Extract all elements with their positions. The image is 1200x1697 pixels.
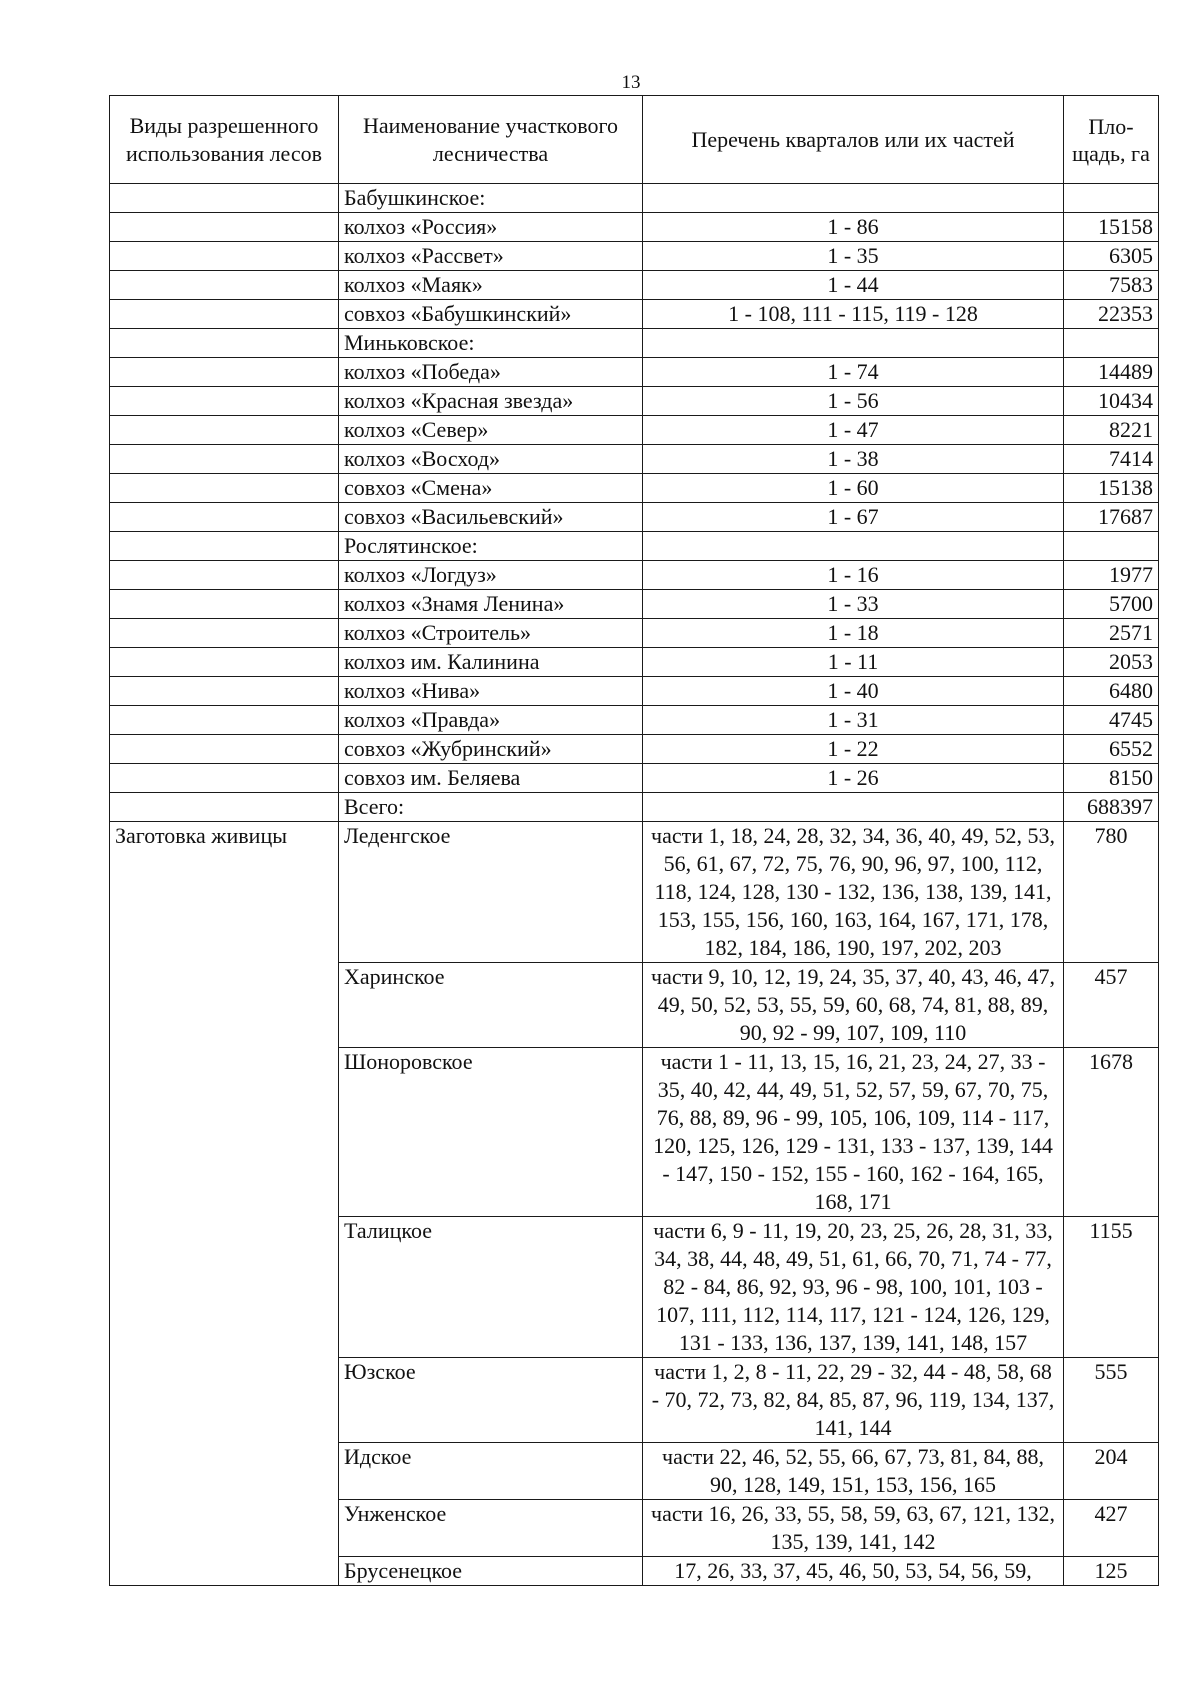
forestry-name-cell: Юзское [339, 1358, 643, 1443]
forestry-name-cell: Рослятинское: [339, 532, 643, 561]
forestry-name-cell: колхоз «Нива» [339, 677, 643, 706]
area-cell: 8221 [1064, 416, 1159, 445]
quarters-cell: 1 - 33 [643, 590, 1064, 619]
kind-cell-empty [110, 793, 339, 822]
table-row [110, 300, 1159, 329]
kind-cell-empty [110, 213, 339, 242]
kind-cell-empty [110, 271, 339, 300]
forest-use-table [109, 95, 1159, 1586]
quarters-cell: 1 - 11 [643, 648, 1064, 677]
resin-rows [110, 822, 1159, 1586]
area-cell: 7583 [1064, 271, 1159, 300]
table-row [110, 648, 1159, 677]
table-row [110, 822, 1159, 963]
forestry-name-cell: колхоз «Победа» [339, 358, 643, 387]
kind-cell-empty [110, 300, 339, 329]
table-row [110, 271, 1159, 300]
quarters-cell: 1 - 18 [643, 619, 1064, 648]
forestry-name-cell: колхоз «Логдуз» [339, 561, 643, 590]
table-row [110, 416, 1159, 445]
area-cell [1064, 532, 1159, 561]
area-cell: 10434 [1064, 387, 1159, 416]
kind-cell-empty [110, 474, 339, 503]
quarters-cell: 1 - 22 [643, 735, 1064, 764]
quarters-cell: 1 - 44 [643, 271, 1064, 300]
forestry-name-cell: колхоз «Строитель» [339, 619, 643, 648]
forestry-name-cell: Брусенецкое [339, 1557, 643, 1586]
forestry-name-cell: Всего: [339, 793, 643, 822]
forestry-name-cell: совхоз «Бабушкинский» [339, 300, 643, 329]
kind-cell-empty [110, 358, 339, 387]
forestry-name-cell: Бабушкинское: [339, 184, 643, 213]
quarters-cell: 1 - 40 [643, 677, 1064, 706]
area-cell: 2571 [1064, 619, 1159, 648]
kind-cell-empty [110, 416, 339, 445]
table-row [110, 358, 1159, 387]
quarters-cell: 1 - 67 [643, 503, 1064, 532]
forestry-name-cell: Леденгское [339, 822, 643, 963]
quarters-cell: 1 - 74 [643, 358, 1064, 387]
table-row [110, 474, 1159, 503]
forestry-name-cell: колхоз «Восход» [339, 445, 643, 474]
quarters-cell: части 16, 26, 33, 55, 58, 59, 63, 67, 121, 132, 135, 139, 141, 142 [643, 1500, 1064, 1557]
quarters-cell: части 9, 10, 12, 19, 24, 35, 37, 40, 43, 46, 47, 49, 50, 52, 53, 55, 59, 60, 68, 74, 81, 88, 89, 90, 92 - 99, 107, 109, 110 [643, 963, 1064, 1048]
kind-cell-empty [110, 242, 339, 271]
quarters-cell: 1 - 56 [643, 387, 1064, 416]
table-row [110, 329, 1159, 358]
forestry-name-cell: совхоз «Васильевский» [339, 503, 643, 532]
table-header [110, 96, 1159, 184]
kind-cell-empty [110, 184, 339, 213]
quarters-cell: 1 - 47 [643, 416, 1064, 445]
kind-cell-empty [110, 503, 339, 532]
table-row [110, 677, 1159, 706]
forestry-name-cell: Идское [339, 1443, 643, 1500]
quarters-cell [643, 329, 1064, 358]
area-cell [1064, 329, 1159, 358]
kind-cell-empty [110, 677, 339, 706]
area-cell: 555 [1064, 1358, 1159, 1443]
table-row [110, 445, 1159, 474]
area-cell: 17687 [1064, 503, 1159, 532]
forestry-name-cell: колхоз им. Калинина [339, 648, 643, 677]
forestry-name-cell: колхоз «Знамя Ленина» [339, 590, 643, 619]
forestry-name-cell: колхоз «Красная звезда» [339, 387, 643, 416]
table-row [110, 764, 1159, 793]
table-row [110, 503, 1159, 532]
table-row [110, 213, 1159, 242]
header-name: Наименование участкового лесничества [339, 96, 643, 184]
table-row [110, 735, 1159, 764]
kind-cell-empty [110, 590, 339, 619]
area-cell: 1155 [1064, 1217, 1159, 1358]
quarters-cell [643, 532, 1064, 561]
quarters-cell [643, 793, 1064, 822]
area-cell [1064, 184, 1159, 213]
kind-cell-empty [110, 648, 339, 677]
forestry-name-cell: колхоз «Россия» [339, 213, 643, 242]
area-cell: 7414 [1064, 445, 1159, 474]
quarters-cell: 1 - 60 [643, 474, 1064, 503]
forestry-name-cell: колхоз «Север» [339, 416, 643, 445]
area-cell: 427 [1064, 1500, 1159, 1557]
quarters-cell: части 1 - 11, 13, 15, 16, 21, 23, 24, 27, 33 - 35, 40, 42, 44, 49, 51, 52, 57, 59, 67, 70, 75, 76, 88, 89, 96 - 99, 105, 106, 109, 114 - 117, 120, 125, 126, 129 - 131, 133 - 137, 139, 144 - 147, 150 - 152, 155 - 160, 162 - 164, 165, 168, 171 [643, 1048, 1064, 1217]
summary-rows [110, 184, 1159, 822]
area-cell: 4745 [1064, 706, 1159, 735]
header-list: Перечень кварталов или их частей [643, 96, 1064, 184]
forestry-name-cell: колхоз «Рассвет» [339, 242, 643, 271]
kind-cell-empty [110, 764, 339, 793]
table-row [110, 532, 1159, 561]
quarters-cell: части 6, 9 - 11, 19, 20, 23, 25, 26, 28, 31, 33, 34, 38, 44, 48, 49, 51, 61, 66, 70, 71, 74 - 77, 82 - 84, 86, 92, 93, 96 - 98, 100, 101, 103 - 107, 111, 112, 114, 117, 121 - 124, 126, 129, 131 - 133, 136, 137, 139, 141, 148, 157 [643, 1217, 1064, 1358]
area-cell: 125 [1064, 1557, 1159, 1586]
area-cell: 15138 [1064, 474, 1159, 503]
forestry-name-cell: Миньковское: [339, 329, 643, 358]
table-row [110, 619, 1159, 648]
area-cell: 6305 [1064, 242, 1159, 271]
area-cell: 22353 [1064, 300, 1159, 329]
forestry-name-cell: колхоз «Маяк» [339, 271, 643, 300]
area-cell: 15158 [1064, 213, 1159, 242]
use-kind-cell: Заготовка живицы [110, 822, 339, 1586]
quarters-cell: 1 - 31 [643, 706, 1064, 735]
forestry-name-cell: Унженское [339, 1500, 643, 1557]
area-cell: 1977 [1064, 561, 1159, 590]
kind-cell-empty [110, 619, 339, 648]
kind-cell-empty [110, 329, 339, 358]
kind-cell-empty [110, 735, 339, 764]
table-row [110, 793, 1159, 822]
table-row [110, 184, 1159, 213]
area-cell: 14489 [1064, 358, 1159, 387]
area-cell: 2053 [1064, 648, 1159, 677]
kind-cell-empty [110, 532, 339, 561]
area-cell: 457 [1064, 963, 1159, 1048]
table-row [110, 387, 1159, 416]
quarters-cell: 1 - 38 [643, 445, 1064, 474]
quarters-cell: 1 - 86 [643, 213, 1064, 242]
kind-cell-empty [110, 387, 339, 416]
forestry-name-cell: Шоноровское [339, 1048, 643, 1217]
forestry-name-cell: Талицкое [339, 1217, 643, 1358]
quarters-cell: 1 - 108, 111 - 115, 119 - 128 [643, 300, 1064, 329]
header-area: Пло-щадь, га [1064, 96, 1159, 184]
quarters-cell: 17, 26, 33, 37, 45, 46, 50, 53, 54, 56, 59, [643, 1557, 1064, 1586]
quarters-cell: части 1, 2, 8 - 11, 22, 29 - 32, 44 - 48, 58, 68 - 70, 72, 73, 82, 84, 85, 87, 96, 119, 134, 137, 141, 144 [643, 1358, 1064, 1443]
area-cell: 5700 [1064, 590, 1159, 619]
quarters-cell: части 1, 18, 24, 28, 32, 34, 36, 40, 49, 52, 53, 56, 61, 67, 72, 75, 76, 90, 96, 97, 100, 112, 118, 124, 128, 130 - 132, 136, 138, 139, 141, 153, 155, 156, 160, 163, 164, 167, 171, 178, 182, 184, 186, 190, 197, 202, 203 [643, 822, 1064, 963]
area-cell: 204 [1064, 1443, 1159, 1500]
quarters-cell: 1 - 26 [643, 764, 1064, 793]
quarters-cell: части 22, 46, 52, 55, 66, 67, 73, 81, 84, 88, 90, 128, 149, 151, 153, 156, 165 [643, 1443, 1064, 1500]
page-number: 13 [621, 72, 641, 93]
kind-cell-empty [110, 561, 339, 590]
area-cell: 6552 [1064, 735, 1159, 764]
forestry-name-cell: колхоз «Правда» [339, 706, 643, 735]
table-row [110, 561, 1159, 590]
area-cell: 780 [1064, 822, 1159, 963]
kind-cell-empty [110, 445, 339, 474]
header-kind: Виды разрешенного использования лесов [110, 96, 339, 184]
forestry-name-cell: Харинское [339, 963, 643, 1048]
table-row [110, 242, 1159, 271]
quarters-cell: 1 - 35 [643, 242, 1064, 271]
table-row [110, 590, 1159, 619]
kind-cell-empty [110, 706, 339, 735]
area-cell: 8150 [1064, 764, 1159, 793]
area-cell: 6480 [1064, 677, 1159, 706]
quarters-cell: 1 - 16 [643, 561, 1064, 590]
forestry-name-cell: совхоз «Жубринский» [339, 735, 643, 764]
area-cell: 1678 [1064, 1048, 1159, 1217]
quarters-cell [643, 184, 1064, 213]
forestry-name-cell: совхоз им. Беляева [339, 764, 643, 793]
area-cell: 688397 [1064, 793, 1159, 822]
table-row [110, 706, 1159, 735]
forestry-name-cell: совхоз «Смена» [339, 474, 643, 503]
